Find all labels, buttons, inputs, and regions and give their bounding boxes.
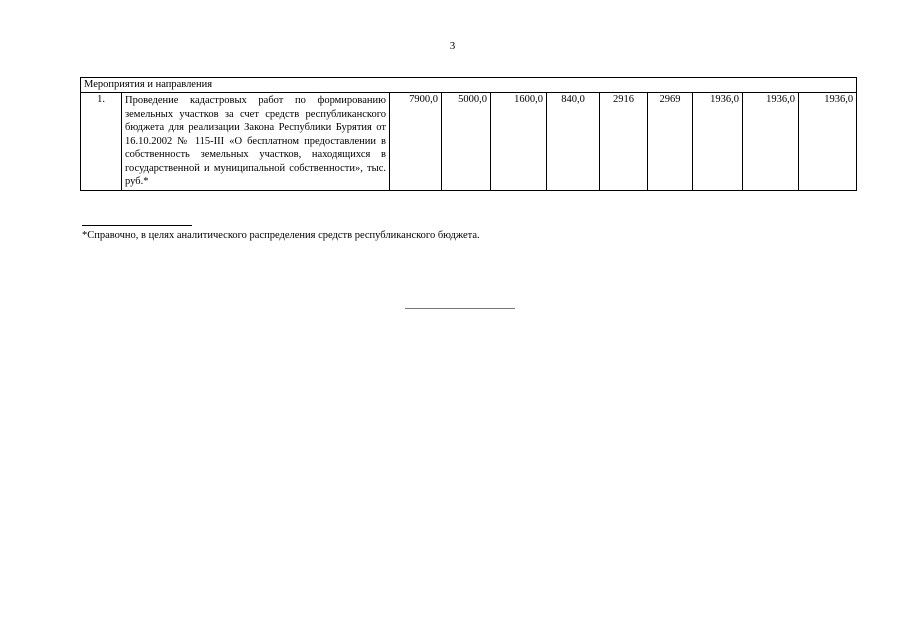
value-cell: 840,0: [547, 93, 600, 191]
page-number: 3: [449, 40, 456, 52]
row-description: Проведение кадастровых работ по формированию земельных участков за счет средств республиканского бюджета для реализации Закона Республики Бурятия от 16.10.2002 № 115-III «О бесплатном предоставлении в собственность земельных участков, находящихся в государственной и муниципальной собственности», тыс. руб.*: [122, 93, 390, 191]
row-number: 1.: [81, 93, 122, 191]
value-cell: 2916: [600, 93, 648, 191]
value-cell: 1936,0: [693, 93, 743, 191]
footnote: *Справочно, в целях аналитического распределения средств республиканского бюджета.: [82, 230, 480, 241]
value-cell: 7900,0: [390, 93, 442, 191]
value-cell: 2969: [648, 93, 693, 191]
end-of-document-line: [405, 308, 515, 309]
table-row: [81, 93, 857, 191]
value-cell: 1936,0: [799, 93, 857, 191]
activities-table: [80, 77, 857, 191]
footnote-separator: [82, 225, 192, 226]
section-header-row: [81, 78, 857, 93]
value-cell: 1936,0: [743, 93, 799, 191]
value-cell: 5000,0: [442, 93, 491, 191]
value-cell: 1600,0: [491, 93, 547, 191]
section-header: Мероприятия и направления: [81, 78, 857, 93]
